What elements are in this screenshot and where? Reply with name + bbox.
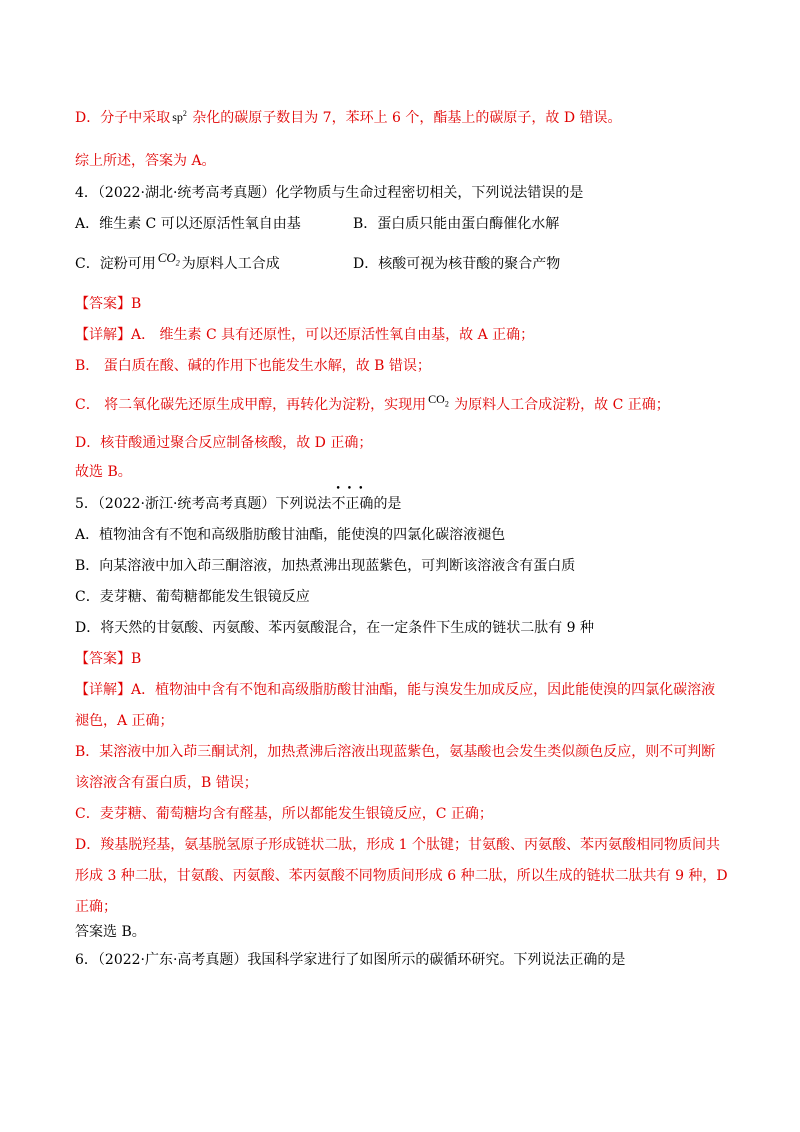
q4-detail-d: D．核苷酸通过聚合反应制备核酸，故 D 正确； (75, 435, 373, 451)
prev-detail-d-pre: D．分子中采取 (75, 110, 171, 126)
q4-option-b: B．蛋白质只能由蛋白酶催化水解 (353, 216, 560, 232)
q5-detail-d3: 正确； (75, 899, 117, 915)
q4-option-d: D．核酸可视为核苷酸的聚合产物 (353, 256, 561, 272)
q5-option-a: A．植物油含有不饱和高级脂肪酸甘油酯，能使溴的四氯化碳溶液褪色 (75, 527, 506, 543)
q5-detail-a1: 【详解】A．植物油中含有不饱和高级脂肪酸甘油酯，能与溴发生加成反应，因此能使溴的四氯化碳溶液 (75, 682, 716, 698)
sp-text: sp (172, 110, 183, 124)
q5-option-c: C．麦芽糖、葡萄糖都能发生银镜反应 (75, 589, 310, 605)
q4-option-a: A．维生素 C 可以还原活性氧自由基 (75, 216, 301, 232)
q5-detail-b2: 该溶液含有蛋白质，B 错误； (75, 775, 258, 791)
q5-stem (75, 484, 402, 514)
q4-conclusion: 故选 B。 (75, 464, 132, 480)
q4-detail-c (75, 392, 670, 415)
q5-answer: 【答案】B (75, 651, 142, 667)
prev-detail-d-post: 杂化的碳原子数目为 7，苯环上 6 个，酯基上的碳原子，故 D 错误。 (192, 110, 622, 126)
q5-detail-c: C．麦芽糖、葡萄糖均含有醛基，所以都能发生银镜反应，C 正确； (75, 806, 493, 822)
q5-detail-a2: 褪色，A 正确； (75, 713, 174, 729)
q4-options-row1 (75, 214, 725, 234)
q4-option-c-post: 为原料人工合成 (181, 256, 280, 272)
q4-option-c-pre: C．淀粉可用 (75, 256, 156, 272)
co2-subscript-detail: 2 (444, 399, 449, 409)
q5-stem-emph-text: 不正确 (331, 496, 374, 512)
q4-stem: 4．（2022·湖北·统考高考真题）化学物质与生命过程密切相关，下列说法错误的是 (75, 185, 584, 201)
co2-subscript: 2 (175, 258, 180, 268)
q4-options-row2 (75, 250, 725, 274)
q4-detail-b: B． 蛋白质在酸、碱的作用下也能发生水解，故 B 错误； (75, 358, 431, 374)
q4-detail-c-post: 为原料人工合成淀粉，故 C 正确； (454, 397, 670, 413)
q5-conclusion: 答案选 B。 (75, 924, 146, 940)
emphasis-dots: ••• (335, 484, 370, 494)
sp-exponent: 2 (182, 109, 187, 118)
prev-summary: 综上所述，答案为 A。 (75, 153, 216, 169)
q5-stem-post: 的是 (373, 496, 402, 512)
co2-text: CO (157, 250, 176, 265)
q4-answer: 【答案】B (75, 296, 142, 312)
co2-text-detail: CO (428, 392, 445, 406)
q4-detail-a: 【详解】A． 维生素 C 具有还原性，可以还原活性氧自由基，故 A 正确； (75, 327, 535, 343)
q5-detail-b1: B．某溶液中加入茚三酮试剂，加热煮沸后溶液出现蓝紫色，氨基酸也会发生类似颜色反应，则不可判断 (75, 744, 716, 760)
q5-detail-d1: D．羧基脱羟基，氨基脱氢原子形成链状二肽，形成 1 个肽键；甘氨酸、丙氨酸、苯丙氨酸相同物质间共 (75, 837, 721, 853)
q5-stem-emphasis (331, 484, 374, 514)
q5-option-b: B．向某溶液中加入茚三酮溶液，加热煮沸出现蓝紫色，可判断该溶液含有蛋白质 (75, 558, 576, 574)
q5-stem-pre: 5．（2022·浙江·统考高考真题）下列说法 (75, 496, 332, 512)
q4-detail-c-pre: C． 将二氧化碳先还原生成甲醇，再转化为淀粉，实现用 (75, 397, 427, 413)
prev-detail-d (75, 108, 622, 128)
q6-stem: 6．（2022·广东·高考真题）我国科学家进行了如图所示的碳循环研究。下列说法正确的是 (75, 952, 626, 968)
q5-detail-d2: 形成 3 种二肽，甘氨酸、丙氨酸、苯丙氨酸不同物质间形成 6 种二肽，所以生成的链状二肽共有 9 种，D (75, 868, 728, 884)
q5-option-d: D．将天然的甘氨酸、丙氨酸、苯丙氨酸混合，在一定条件下生成的链状二肽有 9 种 (75, 620, 595, 636)
